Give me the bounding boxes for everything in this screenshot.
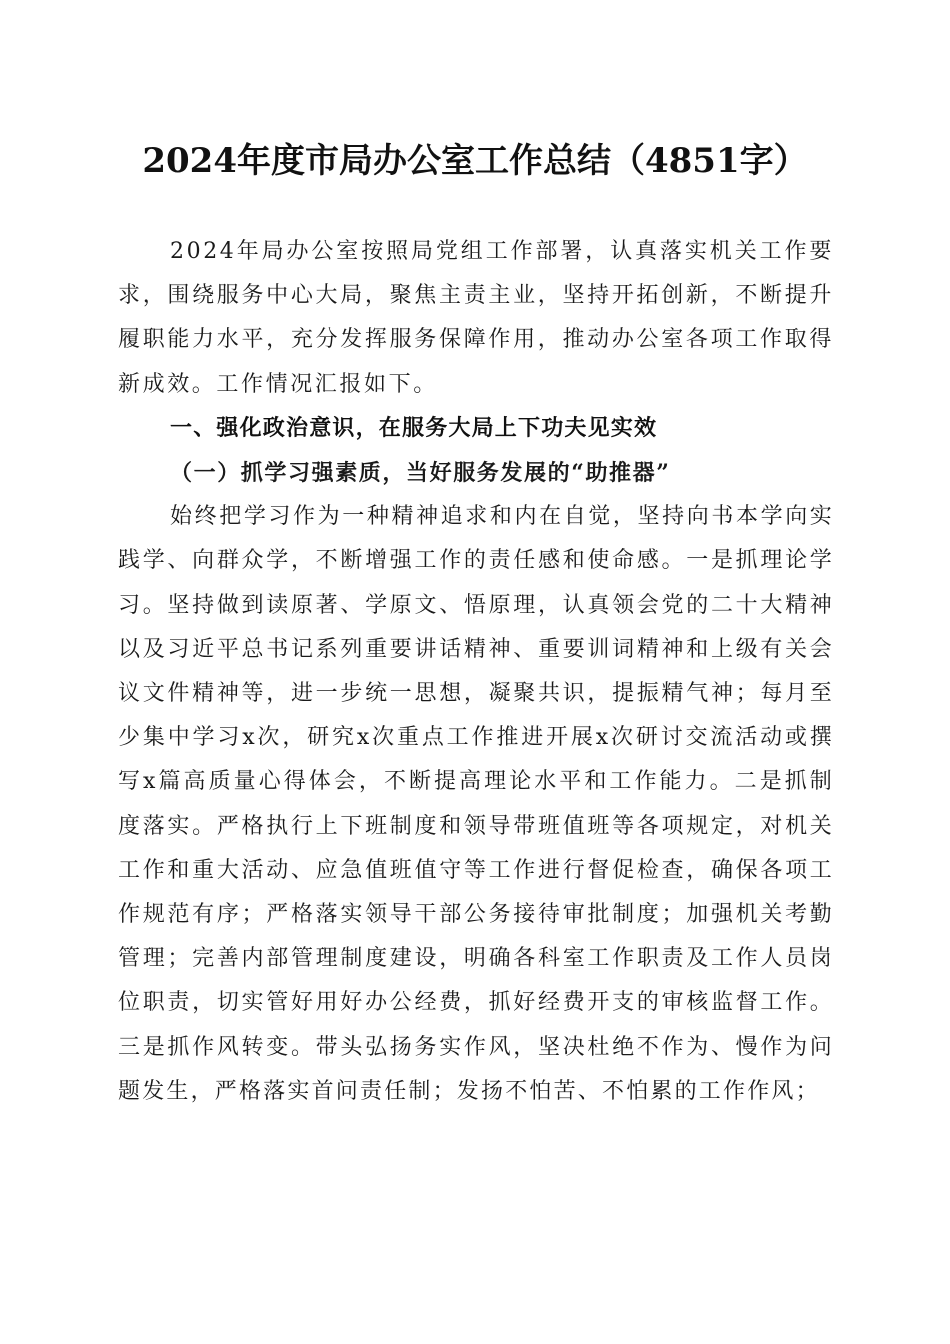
document-body: [118, 230, 834, 1114]
document-title: 2024年度市局办公室工作总结（4851字）: [142, 141, 808, 181]
intro-paragraph: 2024年局办公室按照局党组工作部署，认真落实机关工作要求，围绕服务中心大局，聚焦主责主业，坚持开拓创新，不断提升履职能力水平，充分发挥服务保障作用，推动办公室各项工作取得新成效。工作情况汇报如下。: [118, 239, 834, 397]
section-heading: 一、强化政治意识，在服务大局上下功夫见实效: [170, 415, 658, 441]
body-paragraph: 始终把学习作为一种精神追求和内在自觉，坚持向书本学向实践学、向群众学，不断增强工作的责任感和使命感。一是抓理论学习。坚持做到读原著、学原文、悟原理，认真领会党的二十大精神以及习近平总书记系列重要讲话精神、重要训词精神和上级有关会议文件精神等，进一步统一思想，凝聚共识，提振精气神；每月至少集中学习x次，研究x次重点工作推进开展x次研讨交流活动或撰写x篇高质量心得体会，不断提高理论水平和工作能力。二是抓制度落实。严格执行上下班制度和领导带班值班等各项规定，对机关工作和重大活动、应急值班值守等工作进行督促检查，确保各项工作规范有序；严格落实领导干部公务接待审批制度；加强机关考勤管理；完善内部管理制度建设，明确各科室工作职责及工作人员岗位职责，切实管好用好办公经费，抓好经费开支的审核监督工作。三是抓作风转变。带头弘扬务实作风，坚决杜绝不作为、慢作为问题发生，严格落实首问责任制；发扬不怕苦、不怕累的工作作风；: [118, 504, 834, 1104]
subsection-heading: （一）抓学习强素质，当好服务发展的“助推器”: [170, 460, 671, 487]
